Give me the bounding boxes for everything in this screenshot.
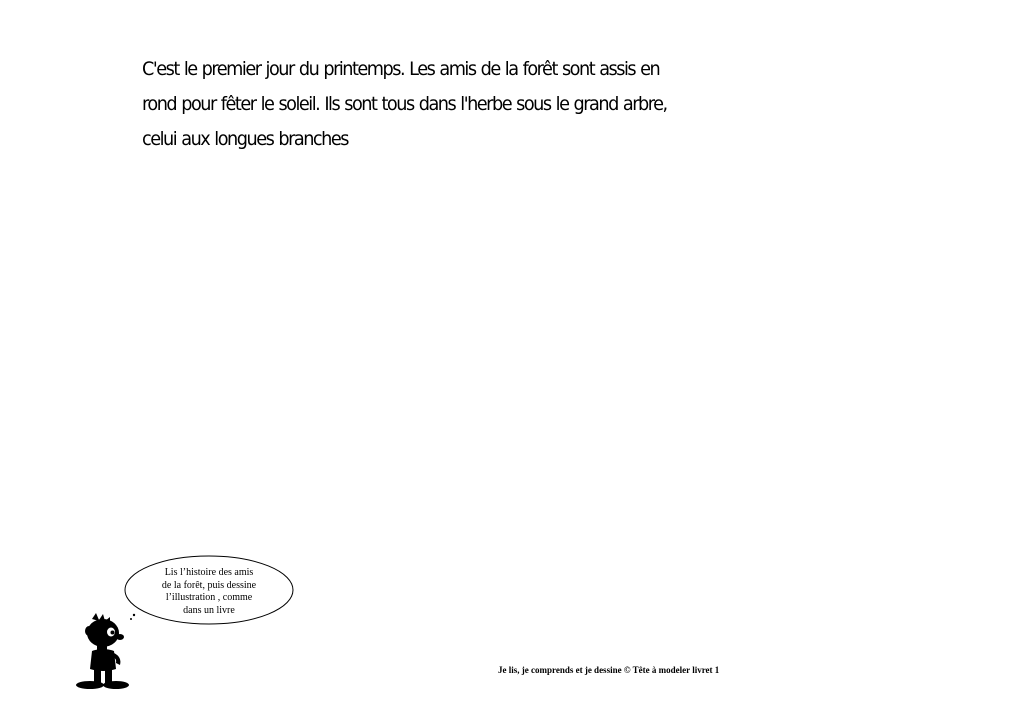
footer-credit: Je lis, je comprends et je dessine © Tête à modeler livret 1 (498, 665, 720, 675)
character-silhouette-icon (70, 613, 140, 691)
instruction-line-2: de la forêt, puis dessine (161, 579, 257, 591)
instruction-line-1: Lis l’histoire des amis (164, 567, 254, 578)
instruction-text (146, 567, 272, 617)
story-line-2: rond pour fêter le soleil. Ils sont tous dans l'herbe sous le grand arbre, (142, 93, 667, 115)
speech-bubble (124, 555, 294, 625)
story-line-3: celui aux longues branches (142, 128, 348, 150)
story-line-1: C'est le premier jour du printemps. Les amis de la forêt sont assis en (142, 58, 660, 80)
instruction-line-3: l’illustration , comme (165, 592, 253, 603)
story-text (142, 52, 862, 157)
instruction-line-4: dans un livre (183, 604, 235, 616)
